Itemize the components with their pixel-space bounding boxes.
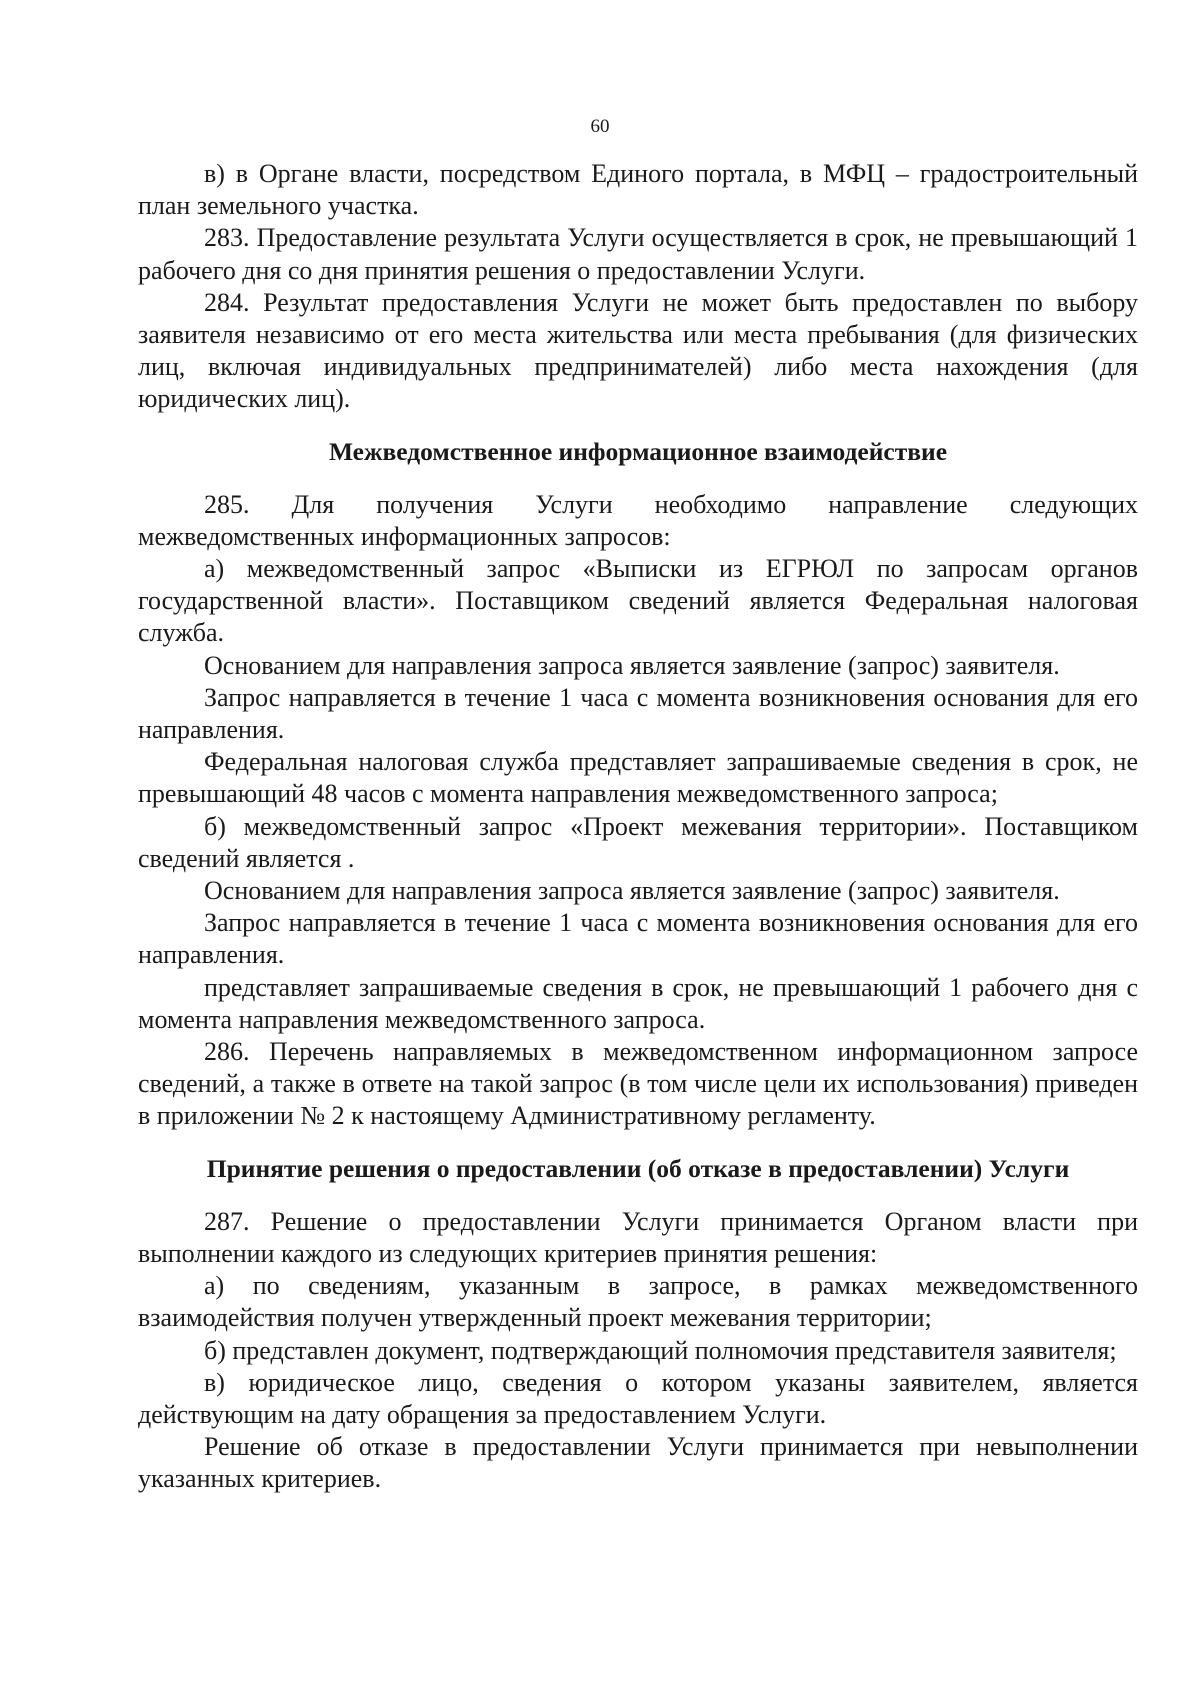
- paragraph-basis-a: Основанием для направления запроса является заявление (запрос) заявителя.: [204, 650, 1060, 680]
- paragraph-provider-response: представляет запрашиваемые сведения в срок, не превышающий 1 рабочего дня с момента направления межведомственного запроса.: [138, 972, 1138, 1034]
- section-heading-decision: Принятие решения о предоставлении (об отказе в предоставлении) Услуги: [206, 1153, 1070, 1183]
- page-number: 60: [590, 116, 610, 137]
- paragraph-287-c: в) юридическое лицо, сведения о котором указаны заявителем, является действующим на дату обращения за предоставлением Услуги.: [138, 1367, 1138, 1429]
- paragraph-285: 285. Для получения Услуги необходимо направление следующих межведомственных информационных запросов:: [138, 489, 1138, 551]
- paragraph-286: 286. Перечень направляемых в межведомственном информационном запросе сведений, а также в ответе на такой запрос (в том числе цели их использования) приведен в приложении № 2 к настоящему Административному регламенту.: [138, 1037, 1138, 1131]
- paragraph-287-a: а) по сведениям, указанным в запросе, в рамках межведомственного взаимодействия получен утвержденный проект межевания территории;: [138, 1271, 1138, 1333]
- paragraph-plan-result: в) в Органе власти, посредством Единого портала, в МФЦ – градостроительный план земельного участка.: [138, 159, 1138, 221]
- paragraph-283: 283. Предоставление результата Услуги осуществляется в срок, не превышающий 1 рабочего дня со дня принятия решения о предоставлении Услуги.: [138, 223, 1138, 285]
- paragraph-284: 284. Результат предоставления Услуги не может быть предоставлен по выбору заявителя независимо от его места жительства или места пребывания (для физических лиц, включая индивидуальных предпринимателей) либо места нахождения (для юридических лиц).: [138, 287, 1138, 414]
- paragraph-287: 287. Решение о предоставлении Услуги принимается Органом власти при выполнении каждого из следующих критериев принятия решения:: [138, 1206, 1138, 1268]
- paragraph-287-b: б) представлен документ, подтверждающий полномочия представителя заявителя;: [204, 1335, 1117, 1365]
- paragraph-timing-a: Запрос направляется в течение 1 часа с момента возникновения основания для его направления.: [138, 682, 1138, 745]
- paragraph-basis-b: Основанием для направления запроса является заявление (запрос) заявителя.: [204, 876, 1060, 906]
- section-heading-interagency: Межведомственное информационное взаимодействие: [328, 436, 948, 466]
- paragraph-timing-b: Запрос направляется в течение 1 часа с момента возникновения основания для его направления.: [138, 908, 1138, 970]
- paragraph-285-b: б) межведомственный запрос «Проект межевания территории». Поставщиком сведений является .: [138, 811, 1138, 873]
- paragraph-refusal: Решение об отказе в предоставлении Услуги принимается при невыполнении указанных критериев.: [138, 1432, 1138, 1494]
- document-body: [138, 158, 1138, 1496]
- paragraph-285-a: а) межведомственный запрос «Выписки из ЕГРЮЛ по запросам органов государственной власти». Поставщиком сведений является Федеральная налоговая служба.: [138, 554, 1138, 648]
- paragraph-fns-response: Федеральная налоговая служба представляет запрашиваемые сведения в срок, не превышающий 48 часов с момента направления межведомственного запроса;: [138, 747, 1138, 809]
